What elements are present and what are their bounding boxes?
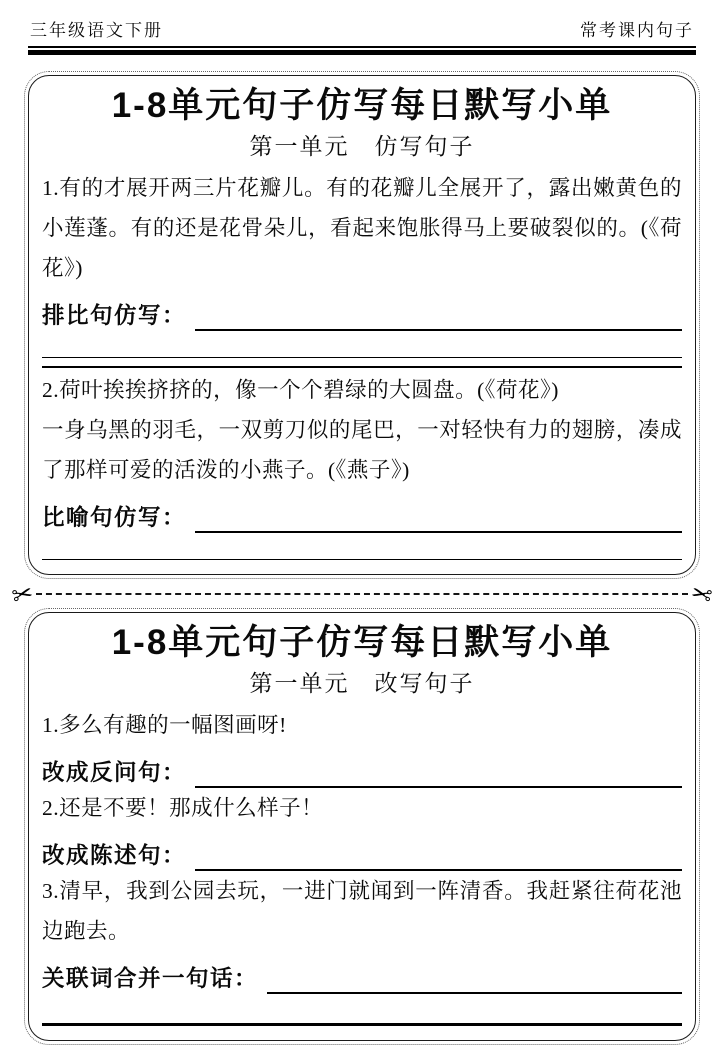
scissors-icon: ✂ (8, 577, 37, 611)
cut-dash-line (36, 593, 688, 595)
answer-row (42, 952, 682, 994)
card-title: 1-8单元句子仿写每日默写小单 (111, 623, 613, 662)
exercise-text: 一身乌黑的羽毛，一双剪刀似的尾巴，一对轻快有力的翅膀，凑成了那样可爱的活泼的小燕子。(《燕子》) (42, 418, 682, 482)
answer-line-blank (42, 331, 682, 358)
card-title: 1-8单元句子仿写每日默写小单 (111, 86, 613, 125)
card-subtitle: 第一单元 仿写句子 (249, 134, 475, 159)
worksheet-card-imitate (24, 71, 700, 579)
exercise-text: 1.多么有趣的一幅图画呀! (42, 713, 287, 737)
header-rule-thin (28, 46, 696, 48)
worksheet-card-rewrite (24, 608, 700, 1045)
header-rule-thick (28, 50, 696, 55)
header-right-text: 常考课内句子 (580, 21, 694, 40)
answer-label: 比喻句仿写： (42, 505, 187, 530)
answer-row (42, 289, 682, 331)
answer-row (42, 829, 682, 871)
exercise-text: 2.还是不要！那成什么样子！ (42, 796, 324, 820)
header-left-text: 三年级语文下册 (30, 21, 163, 40)
answer-row (42, 491, 682, 533)
answer-line-blank (42, 994, 682, 1026)
answer-line (267, 988, 682, 994)
answer-row (42, 746, 682, 788)
answer-line-blank (42, 533, 682, 560)
answer-label: 关联词合并一句话： (42, 966, 259, 991)
card-subtitle: 第一单元 改写句子 (249, 671, 475, 696)
cut-line (8, 577, 716, 611)
exercise-text: 1.有的才展开两三片花瓣儿。有的花瓣儿全展开了，露出嫩黄色的小莲蓬。有的还是花骨朵儿，看起来饱胀得马上要破裂似的。(《荷花》) (42, 176, 682, 280)
scissors-icon: ✂ (687, 577, 716, 611)
worksheet-card-inner (28, 612, 696, 1041)
answer-line (195, 325, 682, 331)
answer-label: 排比句仿写： (42, 303, 187, 328)
answer-label: 改成陈述句： (42, 843, 187, 868)
exercise-text: 3.清早，我到公园去玩，一进门就闻到一阵清香。我赶紧往荷花池边跑去。 (42, 879, 682, 943)
page-header (0, 0, 724, 45)
worksheet-card-inner (28, 75, 696, 575)
answer-line (195, 527, 682, 533)
answer-label: 改成反问句： (42, 760, 187, 785)
section-divider (42, 366, 682, 368)
exercise-text: 2.荷叶挨挨挤挤的，像一个个碧绿的大圆盘。(《荷花》) (42, 378, 559, 402)
